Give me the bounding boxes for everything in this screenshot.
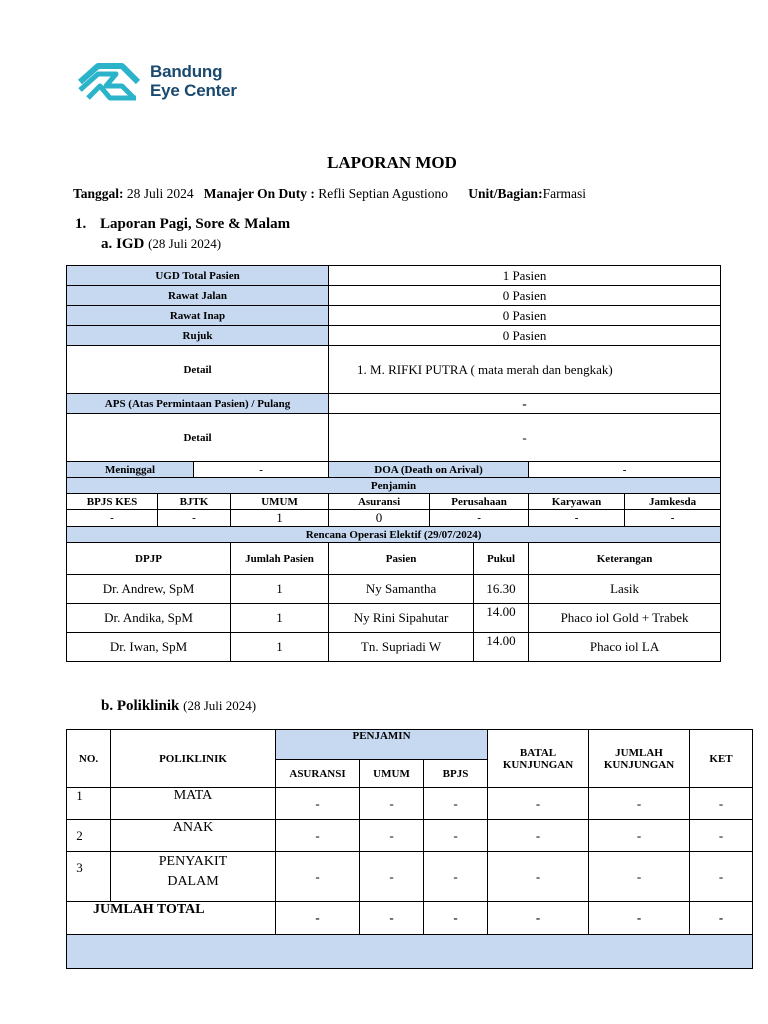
igd-row-meninggal xyxy=(67,462,721,478)
penjamin-header: Jamkesda xyxy=(625,494,721,510)
penjamin-header: Perusahaan xyxy=(430,494,529,510)
igd-label: Rawat Inap xyxy=(67,306,329,326)
section-1-number: 1. xyxy=(75,216,87,232)
poli-no: 3 xyxy=(67,852,111,902)
op-dpjp: Dr. Andika, SpM xyxy=(67,604,231,633)
section-b-title: Poliklinik xyxy=(116,698,180,714)
poli-row xyxy=(67,788,753,820)
op-header-jumlah: Jumlah Pasien xyxy=(231,543,329,575)
poli-header-batal: BATAL KUNJUNGAN xyxy=(488,730,589,788)
poli-bpjs: - xyxy=(424,820,488,852)
op-pasien: Ny Rini Sipahutar xyxy=(329,604,474,633)
poli-jumlah: - xyxy=(589,852,690,902)
penjamin-header: Karyawan xyxy=(529,494,625,510)
tanggal-value: 28 Juli 2024 xyxy=(126,186,194,201)
poli-row xyxy=(67,820,753,852)
op-pasien: Tn. Supriadi W xyxy=(329,633,474,662)
igd-row-penjamin-values xyxy=(67,510,721,527)
penjamin-title: Penjamin xyxy=(67,478,721,494)
igd-value: 0 Pasien xyxy=(329,306,721,326)
poli-footer-row xyxy=(67,935,753,969)
section-1a-title: IGD xyxy=(116,236,145,252)
poli-header-umum: UMUM xyxy=(360,760,424,788)
poli-name: PENYAKIT DALAM xyxy=(111,852,276,902)
op-keterangan: Phaco iol LA xyxy=(529,633,721,662)
poli-ket: - xyxy=(690,820,753,852)
op-keterangan: Lasik xyxy=(529,575,721,604)
section-b-date: (28 Juli 2024) xyxy=(183,698,257,713)
poli-ket: - xyxy=(690,788,753,820)
poli-umum: - xyxy=(360,852,424,902)
op-jumlah: 1 xyxy=(231,604,329,633)
poli-header-bpjs: BPJS xyxy=(424,760,488,788)
section-b-letter: b. xyxy=(101,698,114,714)
op-header-pukul: Pukul xyxy=(474,543,529,575)
page-title: LAPORAN MOD xyxy=(327,153,457,172)
op-keterangan: Phaco iol Gold + Trabek xyxy=(529,604,721,633)
igd-row-total xyxy=(67,266,721,286)
igd-value: 0 Pasien xyxy=(329,326,721,346)
op-header-pasien: Pasien xyxy=(329,543,474,575)
poli-bpjs: - xyxy=(424,788,488,820)
op-row xyxy=(67,575,721,604)
poli-asuransi: - xyxy=(276,852,360,902)
poli-batal: - xyxy=(488,820,589,852)
section-b-heading xyxy=(101,698,256,715)
op-jumlah: 1 xyxy=(231,633,329,662)
section-1-heading xyxy=(75,216,290,233)
penjamin-value: - xyxy=(67,510,158,527)
op-dpjp: Dr. Iwan, SpM xyxy=(67,633,231,662)
penjamin-value: - xyxy=(158,510,231,527)
penjamin-value: 1 xyxy=(231,510,329,527)
poli-name: ANAK xyxy=(111,820,276,852)
poli-asuransi: - xyxy=(276,820,360,852)
poli-total-ket: - xyxy=(690,902,753,935)
igd-label: Rawat Jalan xyxy=(67,286,329,306)
igd-row-rawat-inap xyxy=(67,306,721,326)
igd-value: 0 Pasien xyxy=(329,286,721,306)
poli-batal: - xyxy=(488,852,589,902)
aps-value: - xyxy=(329,394,721,414)
poli-bpjs: - xyxy=(424,852,488,902)
detail2-label: Detail xyxy=(67,414,329,462)
poli-name: MATA xyxy=(111,788,276,820)
detail2-value: - xyxy=(329,414,721,462)
aps-label: APS (Atas Permintaan Pasien) / Pulang xyxy=(67,394,329,414)
op-row xyxy=(67,604,721,633)
meninggal-value: - xyxy=(194,462,329,478)
poli-header-penjamin: PENJAMIN xyxy=(276,730,488,760)
poli-row xyxy=(67,852,753,902)
bandung-eye-center-logo-icon xyxy=(76,60,142,106)
section-1a-date: (28 Juli 2024) xyxy=(148,236,222,251)
poli-header-jumlah: JUMLAH KUNJUNGAN xyxy=(589,730,690,788)
poli-header-ket: KET xyxy=(690,730,753,788)
igd-value: 1 Pasien xyxy=(329,266,721,286)
brand-name-line1: Bandung xyxy=(150,62,223,81)
op-pukul: 14.00 xyxy=(474,604,529,633)
poli-header-asuransi: ASURANSI xyxy=(276,760,360,788)
poli-no: 1 xyxy=(67,788,111,820)
poli-no: 2 xyxy=(67,820,111,852)
poli-total-row xyxy=(67,902,753,935)
poli-header-poliklinik: POLIKLINIK xyxy=(111,730,276,788)
igd-row-rencana-title xyxy=(67,527,721,543)
tanggal-label: Tanggal: xyxy=(73,186,124,201)
op-header-dpjp: DPJP xyxy=(67,543,231,575)
igd-row-detail xyxy=(67,346,721,394)
poli-footer-band xyxy=(67,935,753,969)
igd-label: UGD Total Pasien xyxy=(67,266,329,286)
penjamin-value: 0 xyxy=(329,510,430,527)
meninggal-label: Meninggal xyxy=(67,462,194,478)
poli-header-row-1 xyxy=(67,730,753,760)
poli-umum: - xyxy=(360,788,424,820)
poli-jumlah: - xyxy=(589,788,690,820)
op-dpjp: Dr. Andrew, SpM xyxy=(67,575,231,604)
section-1a-heading xyxy=(101,236,221,253)
poli-ket: - xyxy=(690,852,753,902)
detail-label: Detail xyxy=(67,346,329,394)
igd-row-aps xyxy=(67,394,721,414)
penjamin-header: Asuransi xyxy=(329,494,430,510)
manajer-value: Refli Septian Agustiono xyxy=(318,186,449,201)
poli-asuransi: - xyxy=(276,788,360,820)
penjamin-value: - xyxy=(625,510,721,527)
penjamin-header: BPJS KES xyxy=(67,494,158,510)
igd-row-penjamin-headers xyxy=(67,494,721,510)
manajer-label: Manajer On Duty : xyxy=(203,186,315,201)
poli-batal: - xyxy=(488,788,589,820)
penjamin-header: UMUM xyxy=(231,494,329,510)
poli-total-batal: - xyxy=(488,902,589,935)
igd-row-penjamin-title xyxy=(67,478,721,494)
poli-jumlah: - xyxy=(589,820,690,852)
brand-logo xyxy=(76,58,246,108)
report-meta xyxy=(73,186,586,202)
igd-row-rawat-jalan xyxy=(67,286,721,306)
doa-value: - xyxy=(529,462,721,478)
igd-row-detail2 xyxy=(67,414,721,462)
igd-row-rujuk xyxy=(67,326,721,346)
poli-total-label: JUMLAH TOTAL xyxy=(67,902,276,935)
doa-label: DOA (Death on Arival) xyxy=(329,462,529,478)
penjamin-value: - xyxy=(430,510,529,527)
detail-value: 1. M. RIFKI PUTRA ( mata merah dan bengkak) xyxy=(329,346,721,394)
penjamin-header: BJTK xyxy=(158,494,231,510)
poli-umum: - xyxy=(360,820,424,852)
poli-total-bpjs: - xyxy=(424,902,488,935)
poli-total-umum: - xyxy=(360,902,424,935)
poli-total-jumlah: - xyxy=(589,902,690,935)
unit-value: Farmasi xyxy=(542,186,587,201)
poliklinik-table xyxy=(66,729,753,969)
op-pasien: Ny Samantha xyxy=(329,575,474,604)
unit-label: Unit/Bagian: xyxy=(468,186,543,201)
brand-name-line2: Eye Center xyxy=(150,81,237,100)
poli-header-no: NO. xyxy=(67,730,111,788)
op-row xyxy=(67,633,721,662)
section-1-title: Laporan Pagi, Sore & Malam xyxy=(100,216,291,232)
op-jumlah: 1 xyxy=(231,575,329,604)
section-1a-letter: a. xyxy=(101,236,113,252)
igd-table xyxy=(66,265,721,662)
op-header-keterangan: Keterangan xyxy=(529,543,721,575)
penjamin-value: - xyxy=(529,510,625,527)
poli-total-asuransi: - xyxy=(276,902,360,935)
op-header-row xyxy=(67,543,721,575)
op-pukul: 16.30 xyxy=(474,575,529,604)
igd-label: Rujuk xyxy=(67,326,329,346)
op-pukul: 14.00 xyxy=(474,633,529,662)
rencana-title: Rencana Operasi Elektif (29/07/2024) xyxy=(67,527,721,543)
